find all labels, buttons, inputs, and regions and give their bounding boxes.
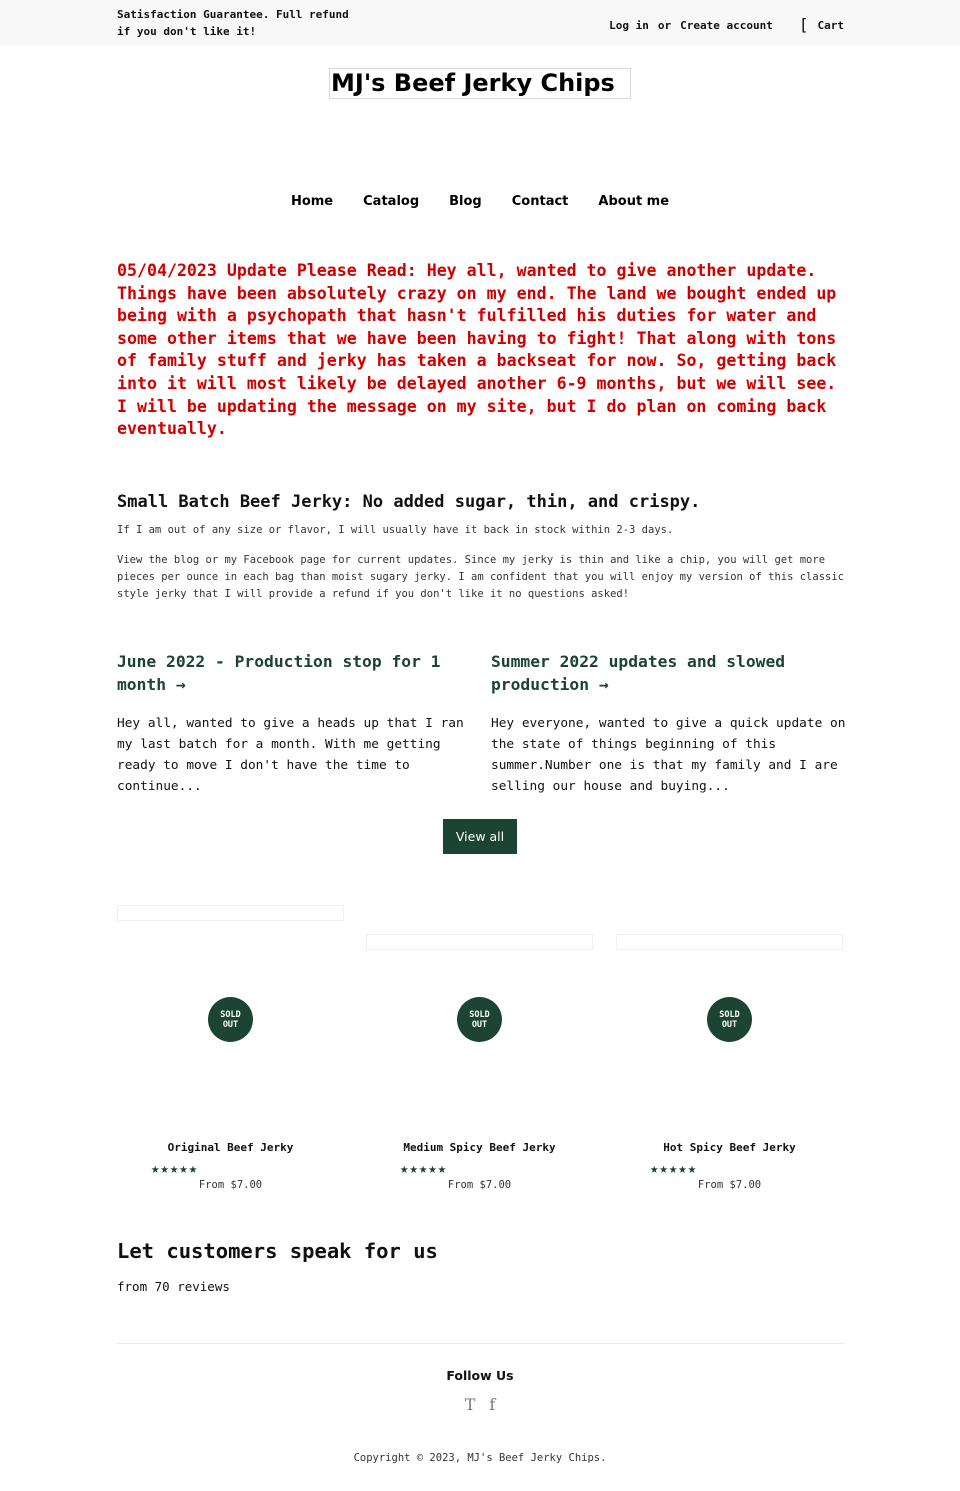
star-rating: ★★★★★ <box>400 1161 448 1177</box>
nav-blog[interactable]: Blog <box>449 194 482 209</box>
nav-about-me[interactable]: About me <box>598 194 670 209</box>
star-rating: ★★★★★ <box>151 1161 199 1177</box>
cart-link[interactable] <box>799 16 844 35</box>
cart-icon: [ <box>798 15 809 34</box>
product-image[interactable] <box>366 934 593 950</box>
account-links <box>609 16 844 35</box>
sold-out-line2: OUT <box>471 1019 488 1030</box>
reviews-title: Let customers speak for us <box>117 1239 438 1263</box>
nav-contact[interactable]: Contact <box>511 194 569 209</box>
sold-out-line1: SOLD <box>719 1009 740 1020</box>
product-name[interactable]: Hot Spicy Beef Jerky <box>663 1141 796 1154</box>
create-account-link[interactable]: Create account <box>680 19 773 32</box>
sold-out-line1: SOLD <box>220 1009 241 1020</box>
product-price: From $7.00 <box>198 1179 263 1191</box>
product-name[interactable]: Medium Spicy Beef Jerky <box>403 1141 556 1154</box>
login-link[interactable]: Log in <box>609 19 649 32</box>
product-image[interactable] <box>616 934 843 950</box>
blog-post-excerpt: Hey everyone, wanted to give a quick update on the state of things beginning of this summer.Number one is that my family and I are selling our house and buying... <box>491 716 846 794</box>
site-logo[interactable]: MJ's Beef Jerky Chips <box>331 69 615 97</box>
intro-stock-text: If I am out of any size or flavor, I will usually have it back in stock within 2-3 days. <box>117 524 674 536</box>
sold-out-badge <box>208 997 253 1042</box>
social-links <box>0 1395 960 1414</box>
intro-title: Small Batch Beef Jerky: No added sugar, thin, and crispy. <box>117 492 701 512</box>
reviews-count: from 70 reviews <box>117 1279 230 1294</box>
twitter-icon[interactable]: T <box>464 1395 476 1414</box>
product-price: From $7.00 <box>447 1179 512 1191</box>
sold-out-badge <box>707 997 752 1042</box>
product-price: From $7.00 <box>697 1179 762 1191</box>
footer-divider <box>117 1343 844 1344</box>
sold-out-badge <box>457 997 502 1042</box>
facebook-icon[interactable]: f <box>489 1395 496 1414</box>
or-text: or <box>657 19 672 32</box>
follow-us-heading: Follow Us <box>446 1368 514 1383</box>
announcement-bar <box>0 0 960 46</box>
star-rating: ★★★★★ <box>650 1161 698 1177</box>
copyright-text: Copyright © 2023, MJ's Beef Jerky Chips. <box>353 1452 607 1464</box>
intro-description: View the blog or my Facebook page for current updates. Since my jerky is thin and like a chip, you will get more pieces per ounce in each bag than moist sugary jerky. I am confident that you will enjoy my version of this classic style jerky that I will provide a refund if you don't like it no questions asked! <box>117 554 844 600</box>
nav-catalog[interactable]: Catalog <box>363 194 420 209</box>
logo-container[interactable] <box>329 68 631 99</box>
view-all-button[interactable]: View all <box>443 819 517 854</box>
nav-home[interactable]: Home <box>290 194 334 209</box>
cart-label: Cart <box>817 19 844 32</box>
sold-out-line1: SOLD <box>469 1009 490 1020</box>
update-notice: 05/04/2023 Update Please Read: Hey all, wanted to give another update. Things have been absolutely crazy on my end. The land we bought ended up being with a psychopath that hasn't fulfilled his duties for water and some other items that we have been having to fight! That along with tons of family stuff and jerky has taken a backseat for now. So, getting back into it will most likely be delayed another 6-9 months, but we will see. I will be updating the message on my site, but I do plan on coming back eventually. <box>117 261 837 439</box>
blog-post-excerpt: Hey all, wanted to give a heads up that I ran my last batch for a month. With me getting ready to move I don't have the time to continue... <box>117 716 464 794</box>
product-name[interactable]: Original Beef Jerky <box>167 1141 294 1154</box>
blog-post-title[interactable]: Summer 2022 updates and slowed production → <box>491 652 786 694</box>
main-nav <box>0 194 960 209</box>
product-card[interactable] <box>616 905 843 1195</box>
product-image[interactable] <box>117 905 344 921</box>
product-card[interactable] <box>117 905 344 1195</box>
sold-out-line2: OUT <box>721 1019 738 1030</box>
blog-post <box>491 651 846 797</box>
sold-out-line2: OUT <box>222 1019 239 1030</box>
promo-text: Satisfaction Guarantee. Full refund if you don't like it! <box>117 8 349 38</box>
blog-post-title[interactable]: June 2022 - Production stop for 1 month → <box>117 652 441 694</box>
blog-post <box>117 651 472 797</box>
product-card[interactable] <box>366 905 593 1195</box>
